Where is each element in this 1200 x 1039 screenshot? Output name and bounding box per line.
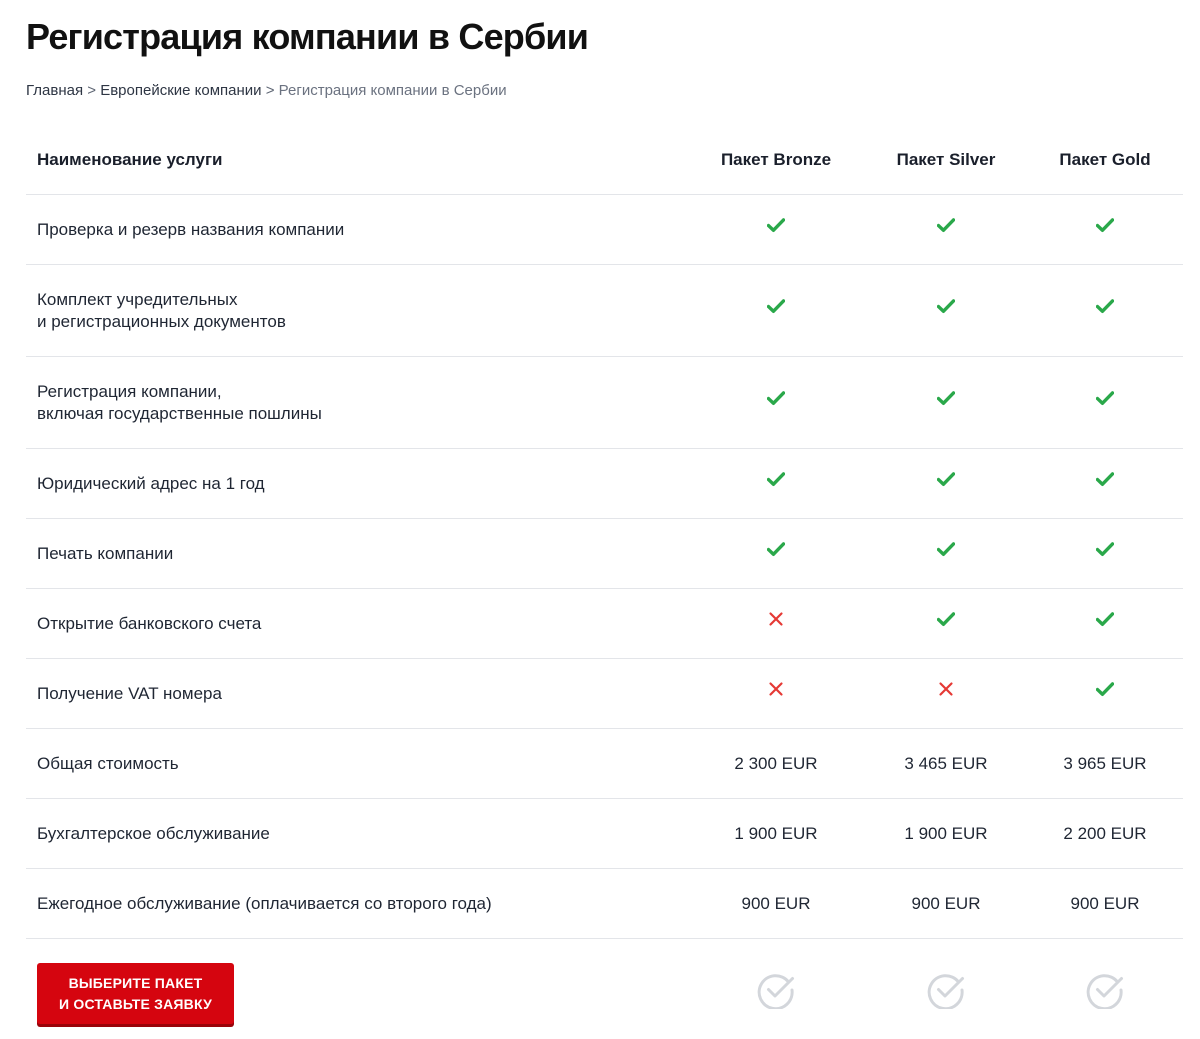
service-label: Ежегодное обслуживание (оплачивается со второго года) — [37, 893, 492, 913]
price-silver: 3 465 EUR — [904, 753, 988, 773]
check-icon — [1096, 470, 1114, 486]
cell-bronze — [767, 540, 785, 561]
column-header-gold: Пакет Gold — [1059, 149, 1151, 169]
table-row — [26, 357, 1183, 449]
column-header-service: Наименование услуги — [37, 149, 223, 169]
cell-bronze — [767, 680, 785, 701]
cell-silver — [937, 540, 955, 561]
service-label: Получение VAT номера — [37, 683, 222, 703]
table-row — [26, 729, 1183, 799]
check-icon — [767, 216, 785, 232]
check-circle-icon[interactable] — [757, 971, 795, 1009]
cell-gold — [1096, 540, 1114, 561]
service-label: Бухгалтерское обслуживание — [37, 823, 270, 843]
table-row — [26, 799, 1183, 869]
price-gold: 3 965 EUR — [1063, 753, 1147, 773]
table-row — [26, 195, 1183, 265]
table-header-row — [26, 125, 1183, 195]
cell-silver — [937, 610, 955, 631]
service-label: Открытие банковского счета — [37, 613, 262, 633]
table-row — [26, 519, 1183, 589]
table-row — [26, 659, 1183, 729]
price-silver: 900 EUR — [911, 893, 981, 913]
table-row — [26, 869, 1183, 939]
price-gold: 900 EUR — [1070, 893, 1140, 913]
select-package-button[interactable]: ВЫБЕРИТЕ ПАКЕТ И ОСТАВЬТЕ ЗАЯВКУ — [37, 963, 234, 1024]
check-icon — [1096, 389, 1114, 405]
price-bronze: 900 EUR — [741, 893, 811, 913]
service-label: Комплект учредительных и регистрационных документов — [37, 289, 286, 331]
service-label: Печать компании — [37, 543, 174, 563]
cross-icon — [767, 610, 785, 626]
check-icon — [1096, 216, 1114, 232]
cell-bronze — [767, 389, 785, 410]
column-header-bronze: Пакет Bronze — [720, 149, 832, 169]
cross-icon — [937, 680, 955, 696]
check-icon — [767, 470, 785, 486]
service-label: Проверка и резерв названия компании — [37, 219, 345, 239]
cell-silver — [937, 470, 955, 491]
breadcrumb-section-link[interactable]: Европейские компании — [100, 82, 262, 99]
cell-gold — [1096, 389, 1114, 410]
column-header-silver: Пакет Silver — [896, 149, 996, 169]
cell-gold — [1096, 297, 1114, 318]
cell-gold — [1096, 216, 1114, 237]
cell-silver — [937, 389, 955, 410]
check-icon — [1096, 610, 1114, 626]
table-row — [26, 589, 1183, 659]
check-icon — [767, 389, 785, 405]
check-circle-icon[interactable] — [1086, 971, 1124, 1009]
service-label: Регистрация компании, включая государственные пошлины — [37, 381, 322, 423]
check-icon — [937, 610, 955, 626]
check-icon — [937, 540, 955, 556]
table-row — [26, 449, 1183, 519]
price-gold: 2 200 EUR — [1063, 823, 1147, 843]
check-icon — [937, 470, 955, 486]
page-title: Регистрация компании в Сербии — [26, 16, 589, 57]
breadcrumb — [26, 82, 507, 99]
check-icon — [767, 297, 785, 313]
breadcrumb-separator: > — [265, 82, 275, 99]
cell-silver — [937, 216, 955, 237]
cell-silver — [937, 680, 955, 701]
cell-gold — [1096, 610, 1114, 631]
check-icon — [1096, 297, 1114, 313]
price-bronze: 2 300 EUR — [734, 753, 818, 773]
check-icon — [937, 216, 955, 232]
breadcrumb-home-link[interactable]: Главная — [26, 82, 84, 99]
breadcrumb-separator: > — [87, 82, 97, 99]
service-label: Общая стоимость — [37, 753, 179, 773]
service-label: Юридический адрес на 1 год — [37, 473, 265, 493]
cell-gold — [1096, 680, 1114, 701]
cell-bronze — [767, 216, 785, 237]
pricing-table — [26, 125, 1183, 1039]
price-bronze: 1 900 EUR — [734, 823, 818, 843]
cell-silver — [937, 297, 955, 318]
cell-gold — [1096, 470, 1114, 491]
breadcrumb-current: Регистрация компании в Сербии — [278, 82, 507, 99]
check-circle-icon[interactable] — [927, 971, 965, 1009]
check-icon — [1096, 680, 1114, 696]
check-icon — [937, 389, 955, 405]
cross-icon — [767, 680, 785, 696]
cell-bronze — [767, 297, 785, 318]
table-action-row — [26, 939, 1183, 1039]
price-silver: 1 900 EUR — [904, 823, 988, 843]
cell-bronze — [767, 610, 785, 631]
table-row — [26, 265, 1183, 357]
cell-bronze — [767, 470, 785, 491]
check-icon — [1096, 540, 1114, 556]
check-icon — [767, 540, 785, 556]
check-icon — [937, 297, 955, 313]
